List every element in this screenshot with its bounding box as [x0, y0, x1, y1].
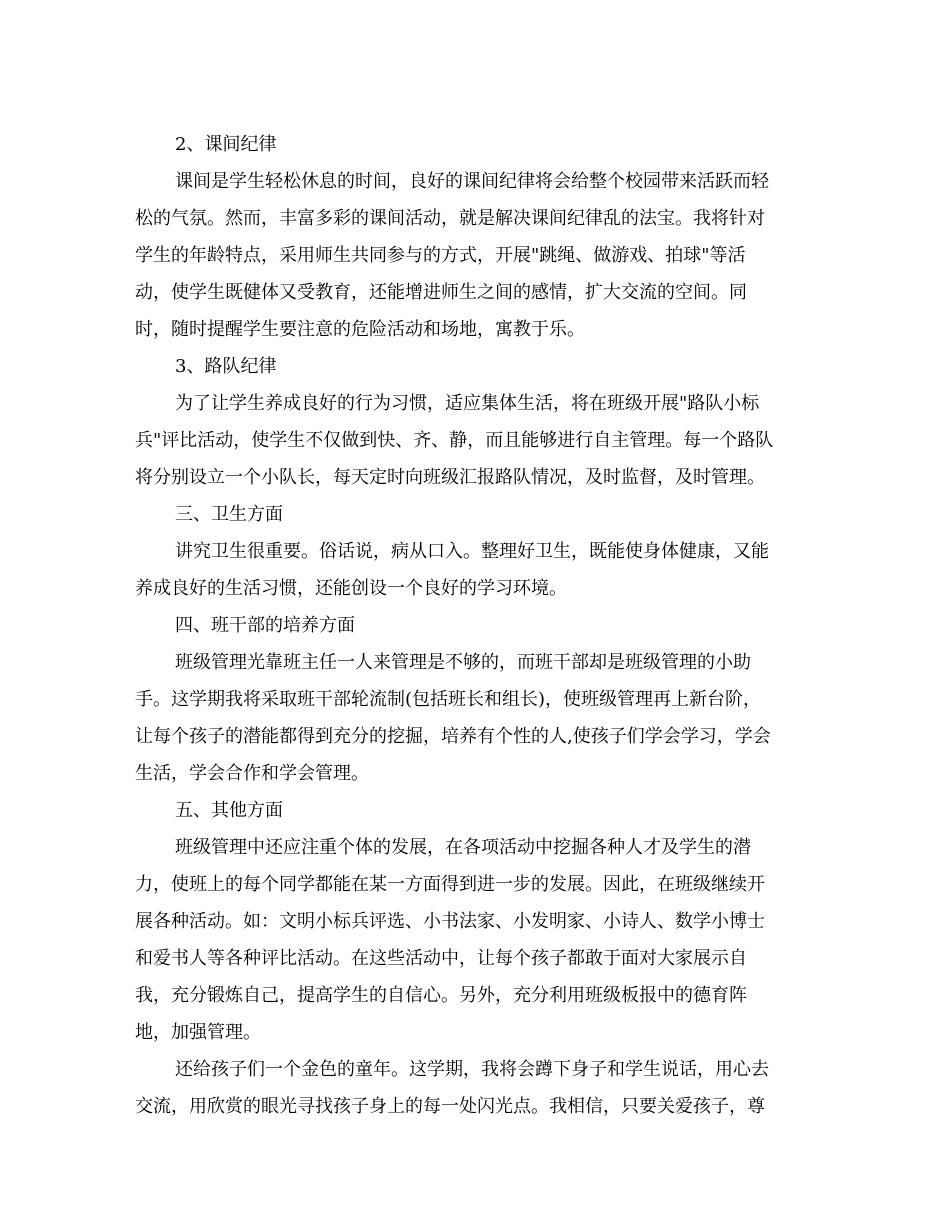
paragraph-line: 课间是学生轻松休息的时间，良好的课间纪律将会给整个校园带来活跃而轻 [175, 171, 769, 192]
paragraph-line: 将分别设立一个小队长，每天定时向班级汇报路队情况，及时监督，及时管理。 [135, 467, 765, 488]
paragraph-line: 松的气氛。然而，丰富多彩的课间活动，就是解决课间纪律乱的法宝。我将针对 [135, 208, 765, 229]
section-heading: 3、路队纪律 [175, 356, 277, 377]
paragraph-line: 交流，用欣赏的眼光寻找孩子身上的每一处闪光点。我相信，只要关爱孩子，尊 [135, 1096, 765, 1117]
paragraph-line: 我，充分锻炼自己，提高学生的自信心。另外，充分利用班级板报中的德育阵 [135, 985, 747, 1006]
paragraph-line: 讲究卫生很重要。俗话说，病从口入。整理好卫生，既能使身体健康，又能 [175, 541, 769, 562]
paragraph-line: 班级管理光靠班主任一人来管理是不够的，而班干部却是班级管理的小助 [175, 652, 751, 673]
paragraph-line: 还给孩子们一个金色的童年。这学期，我将会蹲下身子和学生说话，用心去 [175, 1059, 769, 1080]
paragraph-line: 为了让学生养成良好的行为习惯，适应集体生活，将在班级开展"路队小标 [175, 393, 760, 414]
paragraph-line: 展各种活动。如：文明小标兵评选、小书法家、小发明家、小诗人、数学小博士 [135, 911, 765, 932]
section-heading: 五、其他方面 [175, 800, 283, 821]
paragraph-line: 和爱书人等各种评比活动。在这些活动中，让每个孩子都敢于面对大家展示自 [135, 948, 747, 969]
section-heading: 2、课间纪律 [175, 134, 277, 155]
section-heading: 三、卫生方面 [175, 504, 283, 525]
paragraph-line: 手。这学期我将采取班干部轮流制(包括班长和组长)，使班级管理再上新台阶， [135, 689, 762, 710]
paragraph-line: 让每个孩子的潜能都得到充分的挖掘，培养有个性的人,使孩子们学会学习，学会 [135, 726, 771, 747]
paragraph-line: 时，随时提醒学生要注意的危险活动和场地，寓教于乐。 [135, 319, 585, 340]
paragraph-line: 养成良好的生活习惯，还能创设一个良好的学习环境。 [135, 578, 567, 599]
paragraph-line: 力，使班上的每个同学都能在某一方面得到进一步的发展。因此，在班级继续开 [135, 874, 765, 895]
paragraph-line: 班级管理中还应注重个体的发展，在各项活动中挖掘各种人才及学生的潜 [175, 837, 751, 858]
section-heading: 四、班干部的培养方面 [175, 615, 355, 636]
paragraph-line: 动，使学生既健体又受教育，还能增进师生之间的感情，扩大交流的空间。同 [135, 282, 747, 303]
paragraph-line: 地，加强管理。 [135, 1022, 261, 1043]
paragraph-line: 兵"评比活动，使学生不仅做到快、齐、静，而且能够进行自主管理。每一个路队 [135, 430, 774, 451]
paragraph-line: 学生的年龄特点，采用师生共同参与的方式，开展"跳绳、做游戏、拍球"等活 [135, 245, 746, 266]
paragraph-line: 生活，学会合作和学会管理。 [135, 763, 369, 784]
